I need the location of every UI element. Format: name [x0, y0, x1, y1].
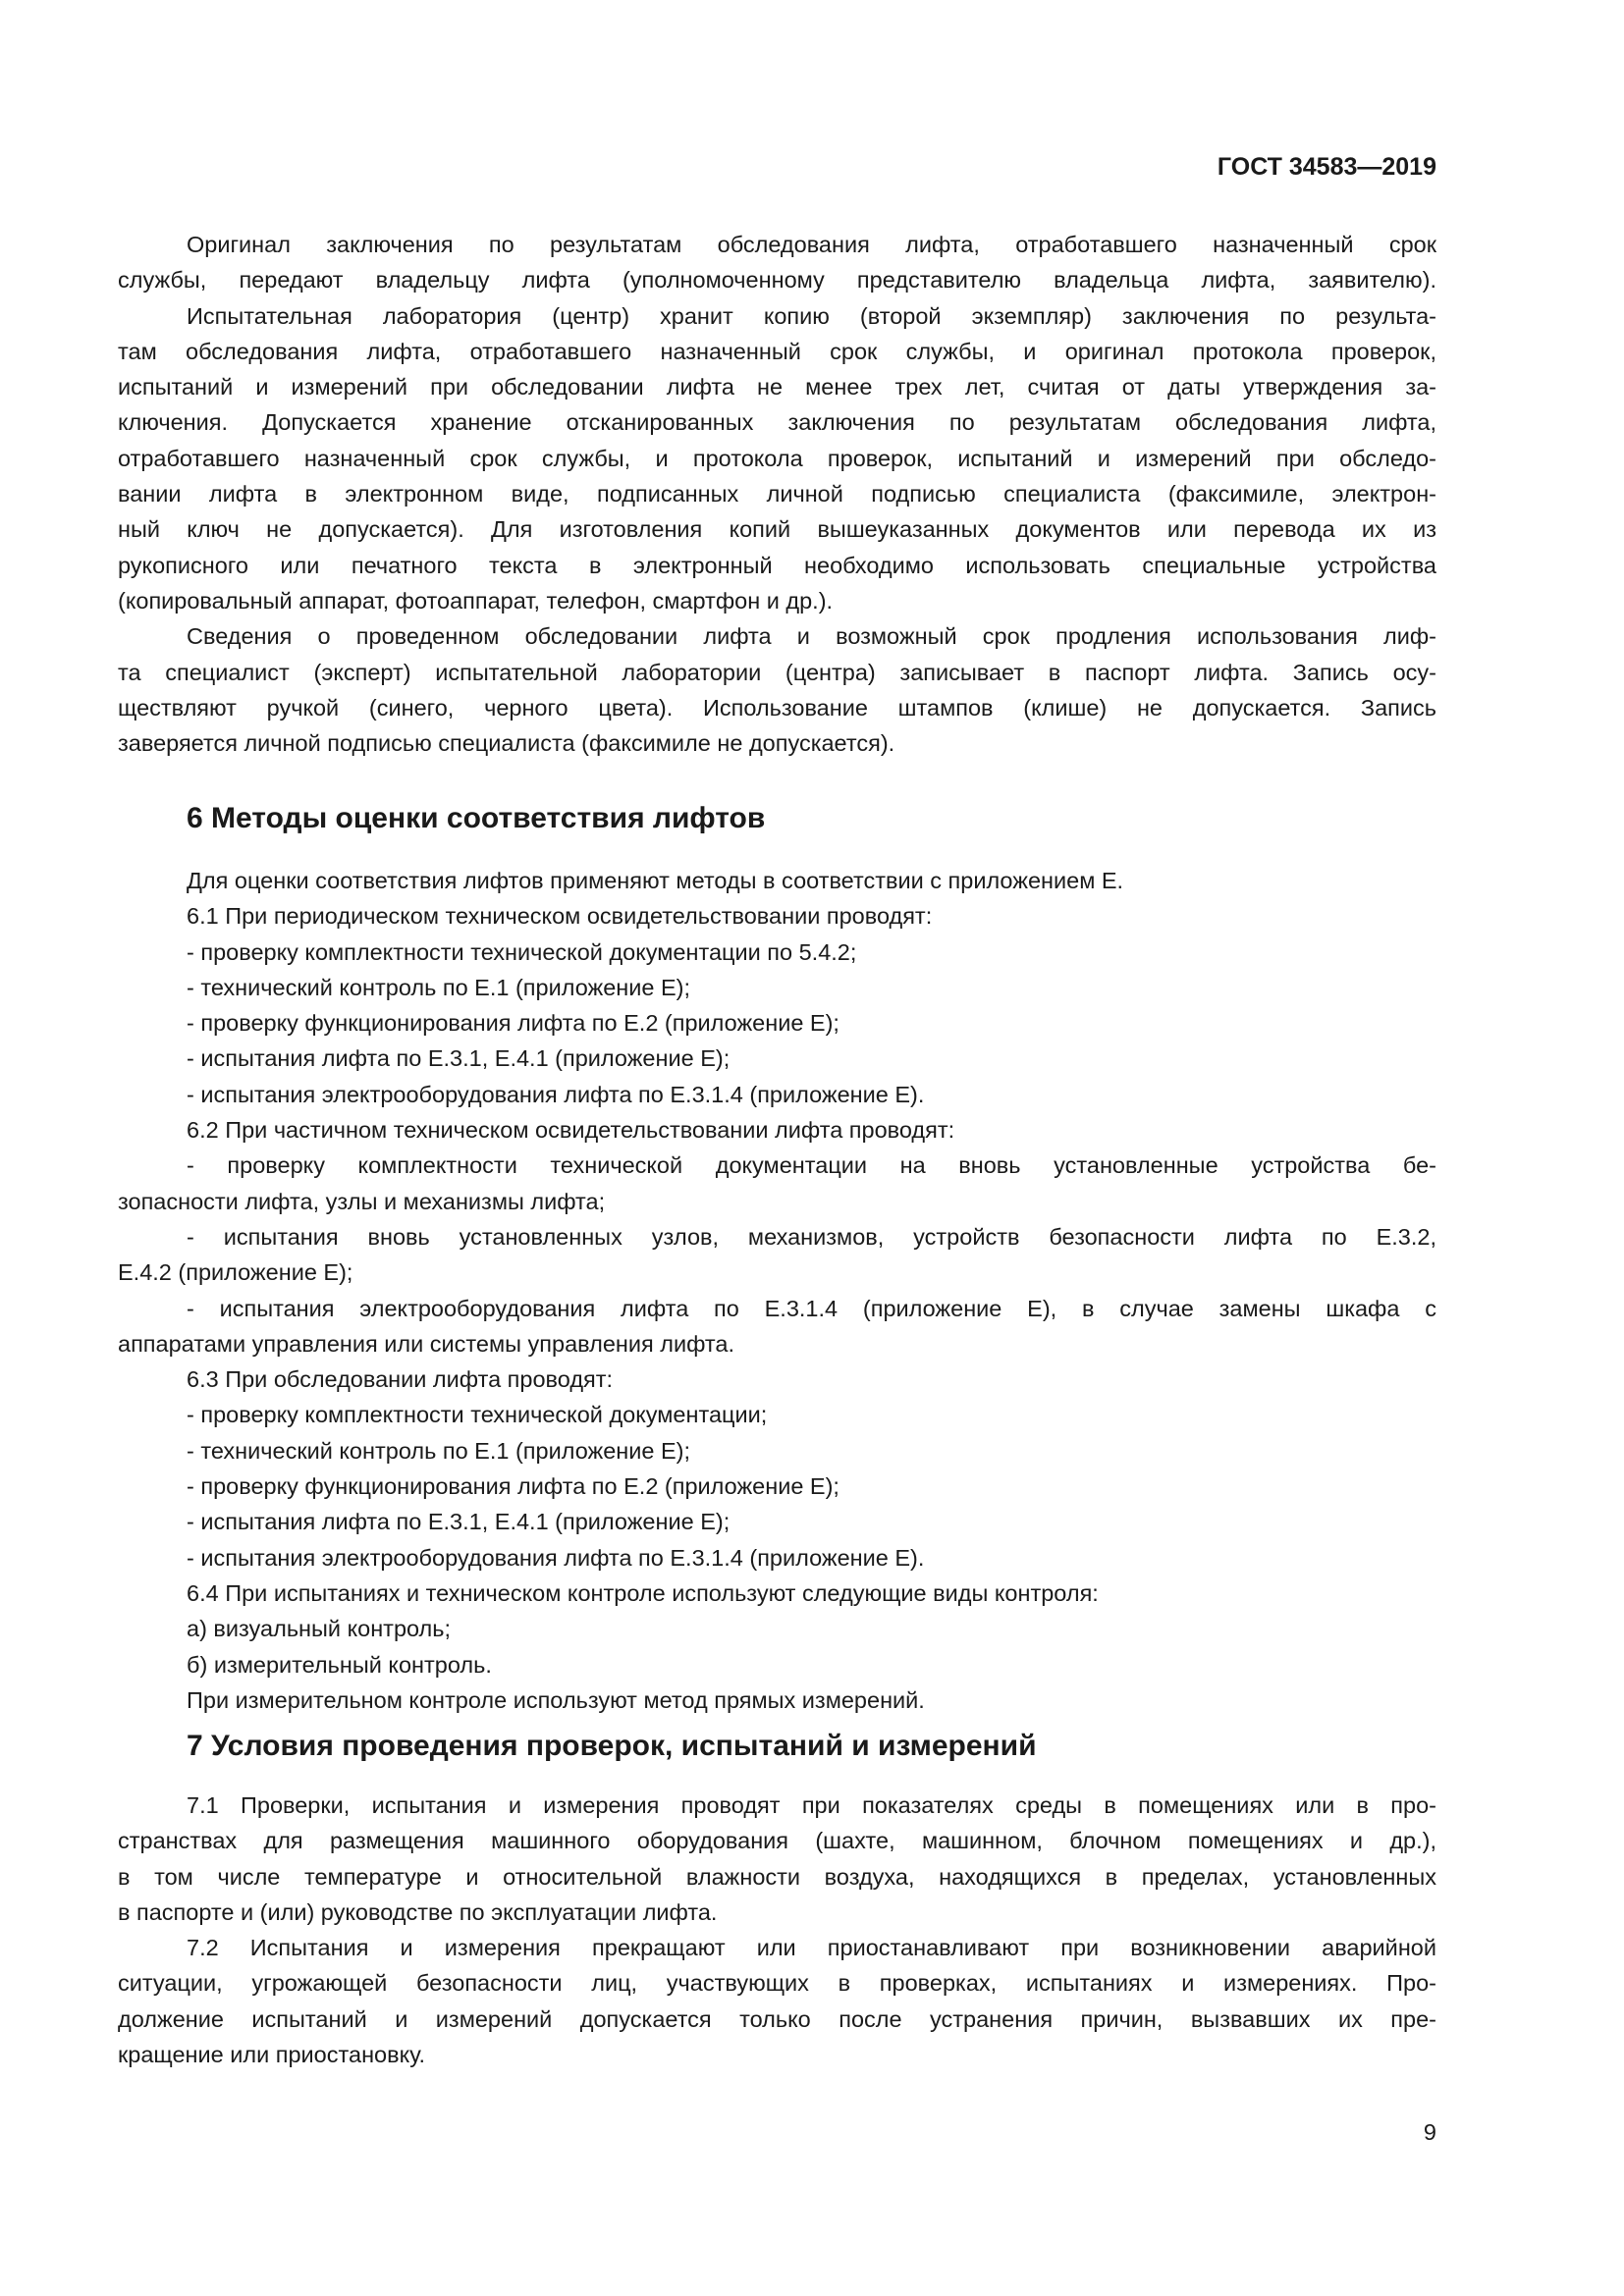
- text-line: должение испытаний и измерений допускается только после устранения причин, вызвавших их пре-: [118, 2005, 1436, 2032]
- text-line: испытаний и измерений при обследовании лифта не менее трех лет, считая от даты утверждения за-: [118, 374, 1436, 400]
- section-6-text: [118, 863, 1436, 1718]
- text-line: Сведения о проведенном обследовании лифта и возможный срок продления использования лиф-: [187, 623, 1436, 650]
- text-line: а) визуальный контроль;: [187, 1616, 452, 1642]
- text-line: - испытания лифта по Е.3.1, Е.4.1 (приложение Е);: [187, 1509, 731, 1535]
- text-line: - испытания электрооборудования лифта по Е.3.1.4 (приложение Е).: [187, 1544, 925, 1571]
- text-line: аппаратами управления или системы управления лифта.: [118, 1330, 735, 1357]
- text-line: 6.3 При обследовании лифта проводят:: [187, 1366, 614, 1393]
- text-line: там обследования лифта, отработавшего назначенный срок службы, и оригинал протокола проверок,: [118, 338, 1436, 364]
- text-line: заверяется личной подписью специалиста (факсимиле не допускается).: [118, 730, 895, 757]
- text-line: в паспорте и (или) руководстве по эксплуатации лифта.: [118, 1898, 718, 1925]
- text-line: Испытательная лаборатория (центр) хранит копию (второй экземпляр) заключения по результа-: [187, 302, 1436, 329]
- text-line: службы, передают владельцу лифта (уполномоченному представителю владельца лифта, заявителю).: [118, 267, 1436, 294]
- text-line: ный ключ не допускается). Для изготовления копий вышеуказанных документов или перевода их из: [118, 516, 1436, 543]
- text-line: в том числе температуре и относительной влажности воздуха, находящихся в пределах, установленных: [118, 1863, 1436, 1890]
- text-line: - технический контроль по Е.1 (приложение Е);: [187, 974, 691, 1000]
- text-line: ситуации, угрожающей безопасности лиц, участвующих в проверках, испытаниях и измерениях. Про-: [118, 1970, 1436, 1997]
- text-line: отработавшего назначенный срок службы, и протокола проверок, испытаний и измерений при обследо-: [118, 445, 1436, 471]
- text-line: - технический контроль по Е.1 (приложение Е);: [187, 1437, 691, 1464]
- section-7-heading: 7 Условия проведения проверок, испытаний и измерений: [187, 1730, 1037, 1762]
- text-line: странствах для размещения машинного оборудования (шахте, машинном, блочном помещениях и др.),: [118, 1828, 1436, 1854]
- text-line: - проверку комплектности технической документации по 5.4.2;: [187, 938, 857, 965]
- text-line: - испытания электрооборудования лифта по Е.3.1.4 (приложение Е), в случае замены шкафа с: [187, 1295, 1436, 1321]
- document-designation: ГОСТ 34583—2019: [1217, 153, 1436, 181]
- text-line: та специалист (эксперт) испытательной лаборатории (центра) записывает в паспорт лифта. Запись осу-: [118, 659, 1436, 685]
- text-line: зопасности лифта, узлы и механизмы лифта;: [118, 1188, 606, 1214]
- text-line: 6.1 При периодическом техническом освидетельствовании проводят:: [187, 903, 933, 930]
- section-6-heading: 6 Методы оценки соответствия лифтов: [187, 802, 766, 834]
- text-line: - испытания вновь установленных узлов, механизмов, устройств безопасности лифта по Е.3.2,: [187, 1223, 1436, 1250]
- text-line: ществляют ручкой (синего, черного цвета). Использование штампов (клише) не допускается. Запись: [118, 694, 1436, 721]
- text-line: Е.4.2 (приложение Е);: [118, 1259, 353, 1286]
- text-line: рукописного или печатного текста в электронный необходимо использовать специальные устройства: [118, 552, 1436, 578]
- text-line: - испытания лифта по Е.3.1, Е.4.1 (приложение Е);: [187, 1045, 731, 1072]
- text-line: ключения. Допускается хранение отсканированных заключения по результатам обследования лифта,: [118, 409, 1436, 436]
- text-line: 7.1 Проверки, испытания и измерения проводят при показателях среды в помещениях или в про-: [187, 1792, 1436, 1818]
- text-line: - проверку комплектности технической документации;: [187, 1402, 768, 1428]
- section-7-text: [118, 1788, 1436, 2072]
- text-line: кращение или приостановку.: [118, 2042, 426, 2068]
- text-line: - проверку функционирования лифта по Е.2 (приложение Е);: [187, 1010, 839, 1037]
- intro-text: [118, 227, 1436, 761]
- text-line: - испытания электрооборудования лифта по Е.3.1.4 (приложение Е).: [187, 1081, 925, 1107]
- text-line: При измерительном контроле используют метод прямых измерений.: [187, 1686, 925, 1713]
- text-line: 6.4 При испытаниях и техническом контроле используют следующие виды контроля:: [187, 1579, 1099, 1606]
- text-line: вании лифта в электронном виде, подписанных личной подписью специалиста (факсимиле, электрон-: [118, 481, 1436, 507]
- text-line: (копировальный аппарат, фотоаппарат, телефон, смартфон и др.).: [118, 587, 834, 614]
- text-line: - проверку функционирования лифта по Е.2 (приложение Е);: [187, 1473, 839, 1500]
- text-line: - проверку комплектности технической документации на вновь установленные устройства бе-: [187, 1152, 1436, 1179]
- text-line: Оригинал заключения по результатам обследования лифта, отработавшего назначенный срок: [187, 232, 1436, 257]
- text-line: Для оценки соответствия лифтов применяют методы в соответствии с приложением Е.: [187, 868, 1124, 893]
- text-line: 7.2 Испытания и измерения прекращают или приостанавливают при возникновении аварийной: [187, 1935, 1436, 1961]
- text-line: 6.2 При частичном техническом освидетельствовании лифта проводят:: [187, 1117, 955, 1144]
- page-number: 9: [1423, 2119, 1436, 2145]
- text-line: б) измерительный контроль.: [187, 1651, 492, 1678]
